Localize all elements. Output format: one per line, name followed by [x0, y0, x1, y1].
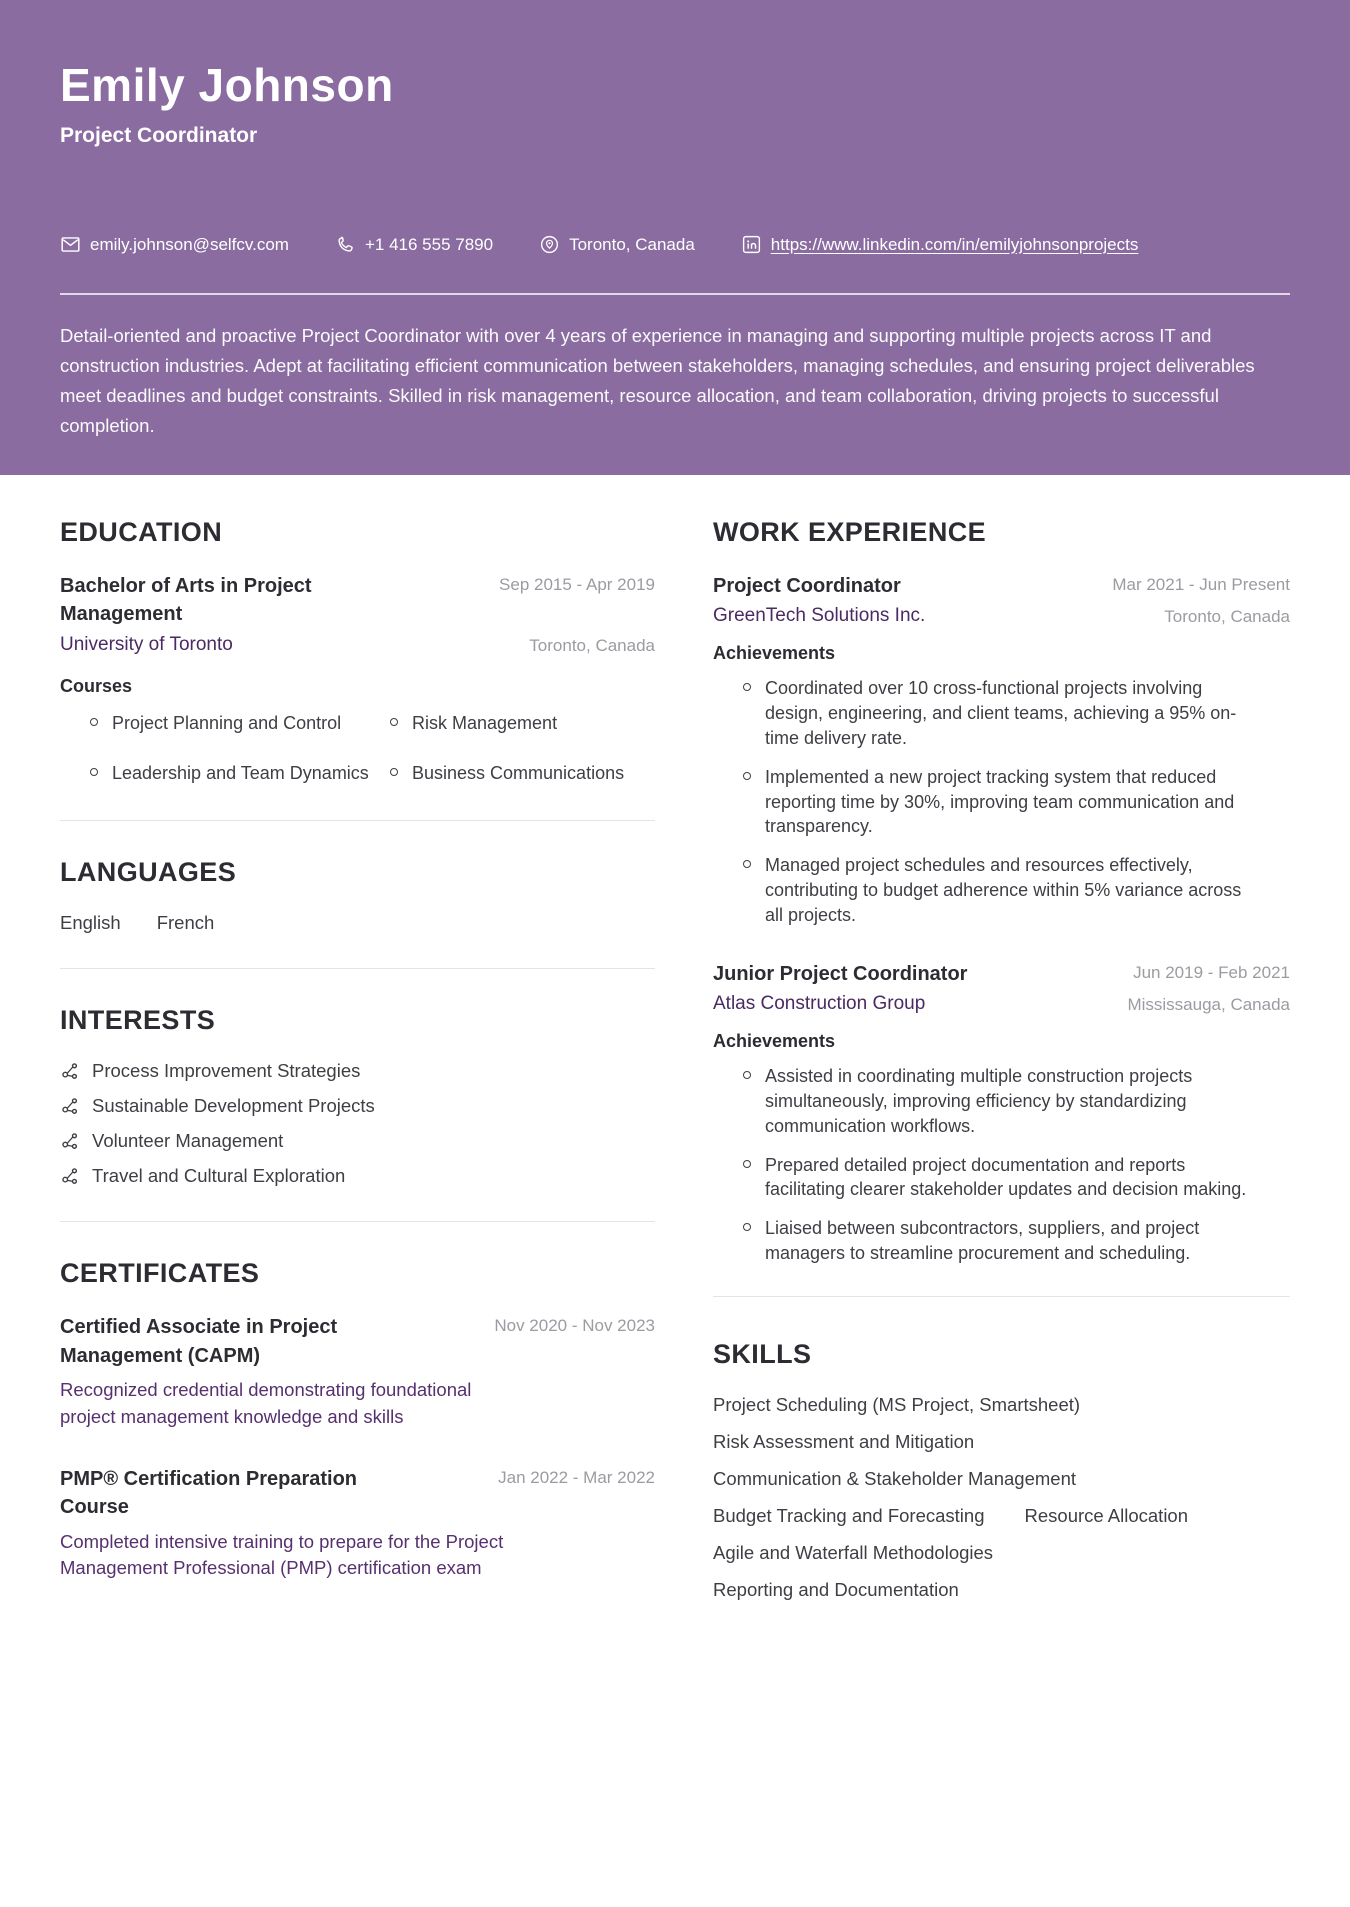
- certificate-entry: [60, 1465, 655, 1582]
- linkedin-url: https://www.linkedin.com/in/emilyjohnsonprojects: [770, 234, 1139, 254]
- linkedin-link[interactable]: [741, 234, 1139, 255]
- section-divider: [60, 1221, 655, 1222]
- education-section: [60, 517, 655, 786]
- bullet-icon: [90, 718, 98, 726]
- certificate-description: Completed intensive training to prepare for the Project Management Professional (PMP) certification exam: [60, 1530, 504, 1579]
- skill-item: Budget Tracking and Forecasting: [713, 1504, 985, 1526]
- languages-section: [60, 857, 655, 934]
- course-item: Risk Management: [390, 711, 655, 736]
- bullet-icon: [743, 772, 751, 780]
- achievement-item: Coordinated over 10 cross-functional projects involving design, engineering, and client teams, achieving a 95% on-time delivery rate.: [743, 676, 1263, 750]
- skills-list: [713, 1394, 1290, 1601]
- certificate-dates: Nov 2020 - Nov 2023: [494, 1316, 655, 1336]
- skills-section: [713, 1339, 1290, 1601]
- job-entry: [713, 572, 1290, 928]
- skill-item: Resource Allocation: [1024, 1504, 1189, 1526]
- bullet-icon: [743, 683, 751, 691]
- location-icon: [539, 234, 560, 255]
- skill-row: [713, 1542, 1290, 1564]
- network-icon: [60, 1131, 81, 1152]
- interests-list: [60, 1060, 655, 1187]
- skill-row: [713, 1394, 1290, 1416]
- certificate-dates: Jan 2022 - Mar 2022: [498, 1467, 655, 1487]
- courses-list: [60, 711, 655, 787]
- languages-list: [60, 912, 655, 934]
- section-divider: [713, 1296, 1290, 1297]
- bullet-icon: [743, 1223, 751, 1231]
- languages-heading: LANGUAGES: [60, 857, 237, 888]
- bullet-icon: [390, 718, 398, 726]
- job-title: Junior Project Coordinator: [713, 962, 968, 985]
- network-icon: [60, 1166, 81, 1187]
- education-location: Toronto, Canada: [529, 635, 655, 655]
- location-contact: [539, 234, 695, 255]
- school-name: University of Toronto: [60, 633, 233, 655]
- left-column: [60, 517, 655, 1616]
- job-dates: Jun 2019 - Feb 2021: [1133, 962, 1290, 982]
- achievements-list: [713, 676, 1290, 927]
- education-dates: Sep 2015 - Apr 2019: [499, 574, 655, 594]
- company-name: GreenTech Solutions Inc.: [713, 605, 926, 627]
- job-location: Mississauga, Canada: [1127, 995, 1290, 1015]
- skill-row: [713, 1468, 1290, 1490]
- interest-item: Travel and Cultural Exploration: [60, 1165, 655, 1187]
- work-heading: WORK EXPERIENCE: [713, 516, 987, 547]
- skill-item: Project Scheduling (MS Project, Smartsheet): [713, 1393, 1081, 1415]
- interests-heading: INTERESTS: [60, 1005, 216, 1036]
- skill-item: Risk Assessment and Mitigation: [713, 1430, 975, 1452]
- phone-contact: [335, 234, 493, 255]
- header-divider: [60, 293, 1290, 295]
- achievements-label: Achievements: [713, 643, 836, 664]
- skills-heading: SKILLS: [713, 1338, 812, 1369]
- achievements-list: [713, 1064, 1290, 1266]
- interest-item: Sustainable Development Projects: [60, 1095, 655, 1117]
- interests-section: [60, 1005, 655, 1187]
- network-icon: [60, 1061, 81, 1082]
- language-item: French: [156, 912, 215, 934]
- interest-item: Volunteer Management: [60, 1130, 655, 1152]
- course-item: Leadership and Team Dynamics: [90, 761, 390, 786]
- section-divider: [60, 968, 655, 969]
- person-job-title: Project Coordinator: [60, 124, 258, 147]
- email-icon: [60, 234, 81, 255]
- certificate-description: Recognized credential demonstrating foundational project management knowledge and skills: [60, 1379, 472, 1427]
- job-title: Project Coordinator: [713, 574, 901, 597]
- work-experience-section: [713, 517, 1290, 1266]
- skill-row: [713, 1431, 1290, 1453]
- skill-row: [713, 1579, 1290, 1601]
- interest-item: Process Improvement Strategies: [60, 1060, 655, 1082]
- email-text: emily.johnson@selfcv.com: [90, 234, 289, 254]
- bullet-icon: [743, 1160, 751, 1168]
- certificate-entry: [60, 1313, 655, 1430]
- phone-icon: [335, 234, 356, 255]
- certificate-title: PMP® Certification Preparation Course: [60, 1467, 358, 1519]
- resume-body: [0, 475, 1350, 1616]
- skill-item: Communication & Stakeholder Management: [713, 1467, 1076, 1489]
- job-location: Toronto, Canada: [1164, 607, 1290, 627]
- bullet-icon: [90, 768, 98, 776]
- bullet-icon: [743, 1071, 751, 1079]
- linkedin-icon: [741, 234, 762, 255]
- job-entry: [713, 960, 1290, 1266]
- achievement-item: Liaised between subcontractors, suppliers, and project managers to streamline procurement and scheduling.: [743, 1216, 1263, 1266]
- bullet-icon: [390, 768, 398, 776]
- person-name: Emily Johnson: [60, 59, 394, 111]
- language-item: English: [60, 912, 121, 934]
- certificate-title: Certified Associate in Project Management (CAPM): [60, 1316, 338, 1367]
- section-divider: [60, 820, 655, 821]
- achievement-item: Prepared detailed project documentation and reports facilitating clearer stakeholder updates and decision making.: [743, 1153, 1263, 1203]
- profile-summary: Detail-oriented and proactive Project Coordinator with over 4 years of experience in managing and supporting multiple projects across IT and construction industries. Adept at facilitating efficient communication between stakeholders, managing schedules, and ensuring project deliverables meet deadlines and budget constraints. Skilled in risk management, resource allocation, and team collaboration, driving projects to successful completion.: [60, 325, 1255, 436]
- job-dates: Mar 2021 - Jun Present: [1112, 574, 1290, 594]
- degree-title: Bachelor of Arts in Project Management: [60, 574, 312, 626]
- location-text: Toronto, Canada: [569, 234, 695, 254]
- bullet-icon: [743, 860, 751, 868]
- skill-item: Reporting and Documentation: [713, 1578, 959, 1600]
- contact-row: [60, 234, 1290, 255]
- achievements-label: Achievements: [713, 1031, 836, 1052]
- skill-row: [713, 1505, 1290, 1527]
- achievement-item: Managed project schedules and resources effectively, contributing to budget adherence within 5% variance across all projects.: [743, 853, 1263, 927]
- achievement-item: Assisted in coordinating multiple construction projects simultaneously, improving efficiency by standardizing communication workflows.: [743, 1064, 1263, 1138]
- course-item: Project Planning and Control: [90, 711, 390, 736]
- phone-text: +1 416 555 7890: [364, 234, 494, 254]
- education-heading: EDUCATION: [60, 516, 223, 547]
- header: [0, 0, 1350, 475]
- email-contact[interactable]: [60, 234, 289, 255]
- right-column: [713, 517, 1290, 1616]
- certificates-heading: CERTIFICATES: [60, 1258, 260, 1289]
- achievement-item: Implemented a new project tracking system that reduced reporting time by 30%, improving team communication and transparency.: [743, 765, 1263, 839]
- network-icon: [60, 1096, 81, 1117]
- certificates-section: [60, 1258, 655, 1582]
- course-item: Business Communications: [390, 761, 655, 786]
- skill-item: Agile and Waterfall Methodologies: [713, 1541, 994, 1563]
- company-name: Atlas Construction Group: [713, 993, 926, 1015]
- courses-label: Courses: [60, 675, 133, 696]
